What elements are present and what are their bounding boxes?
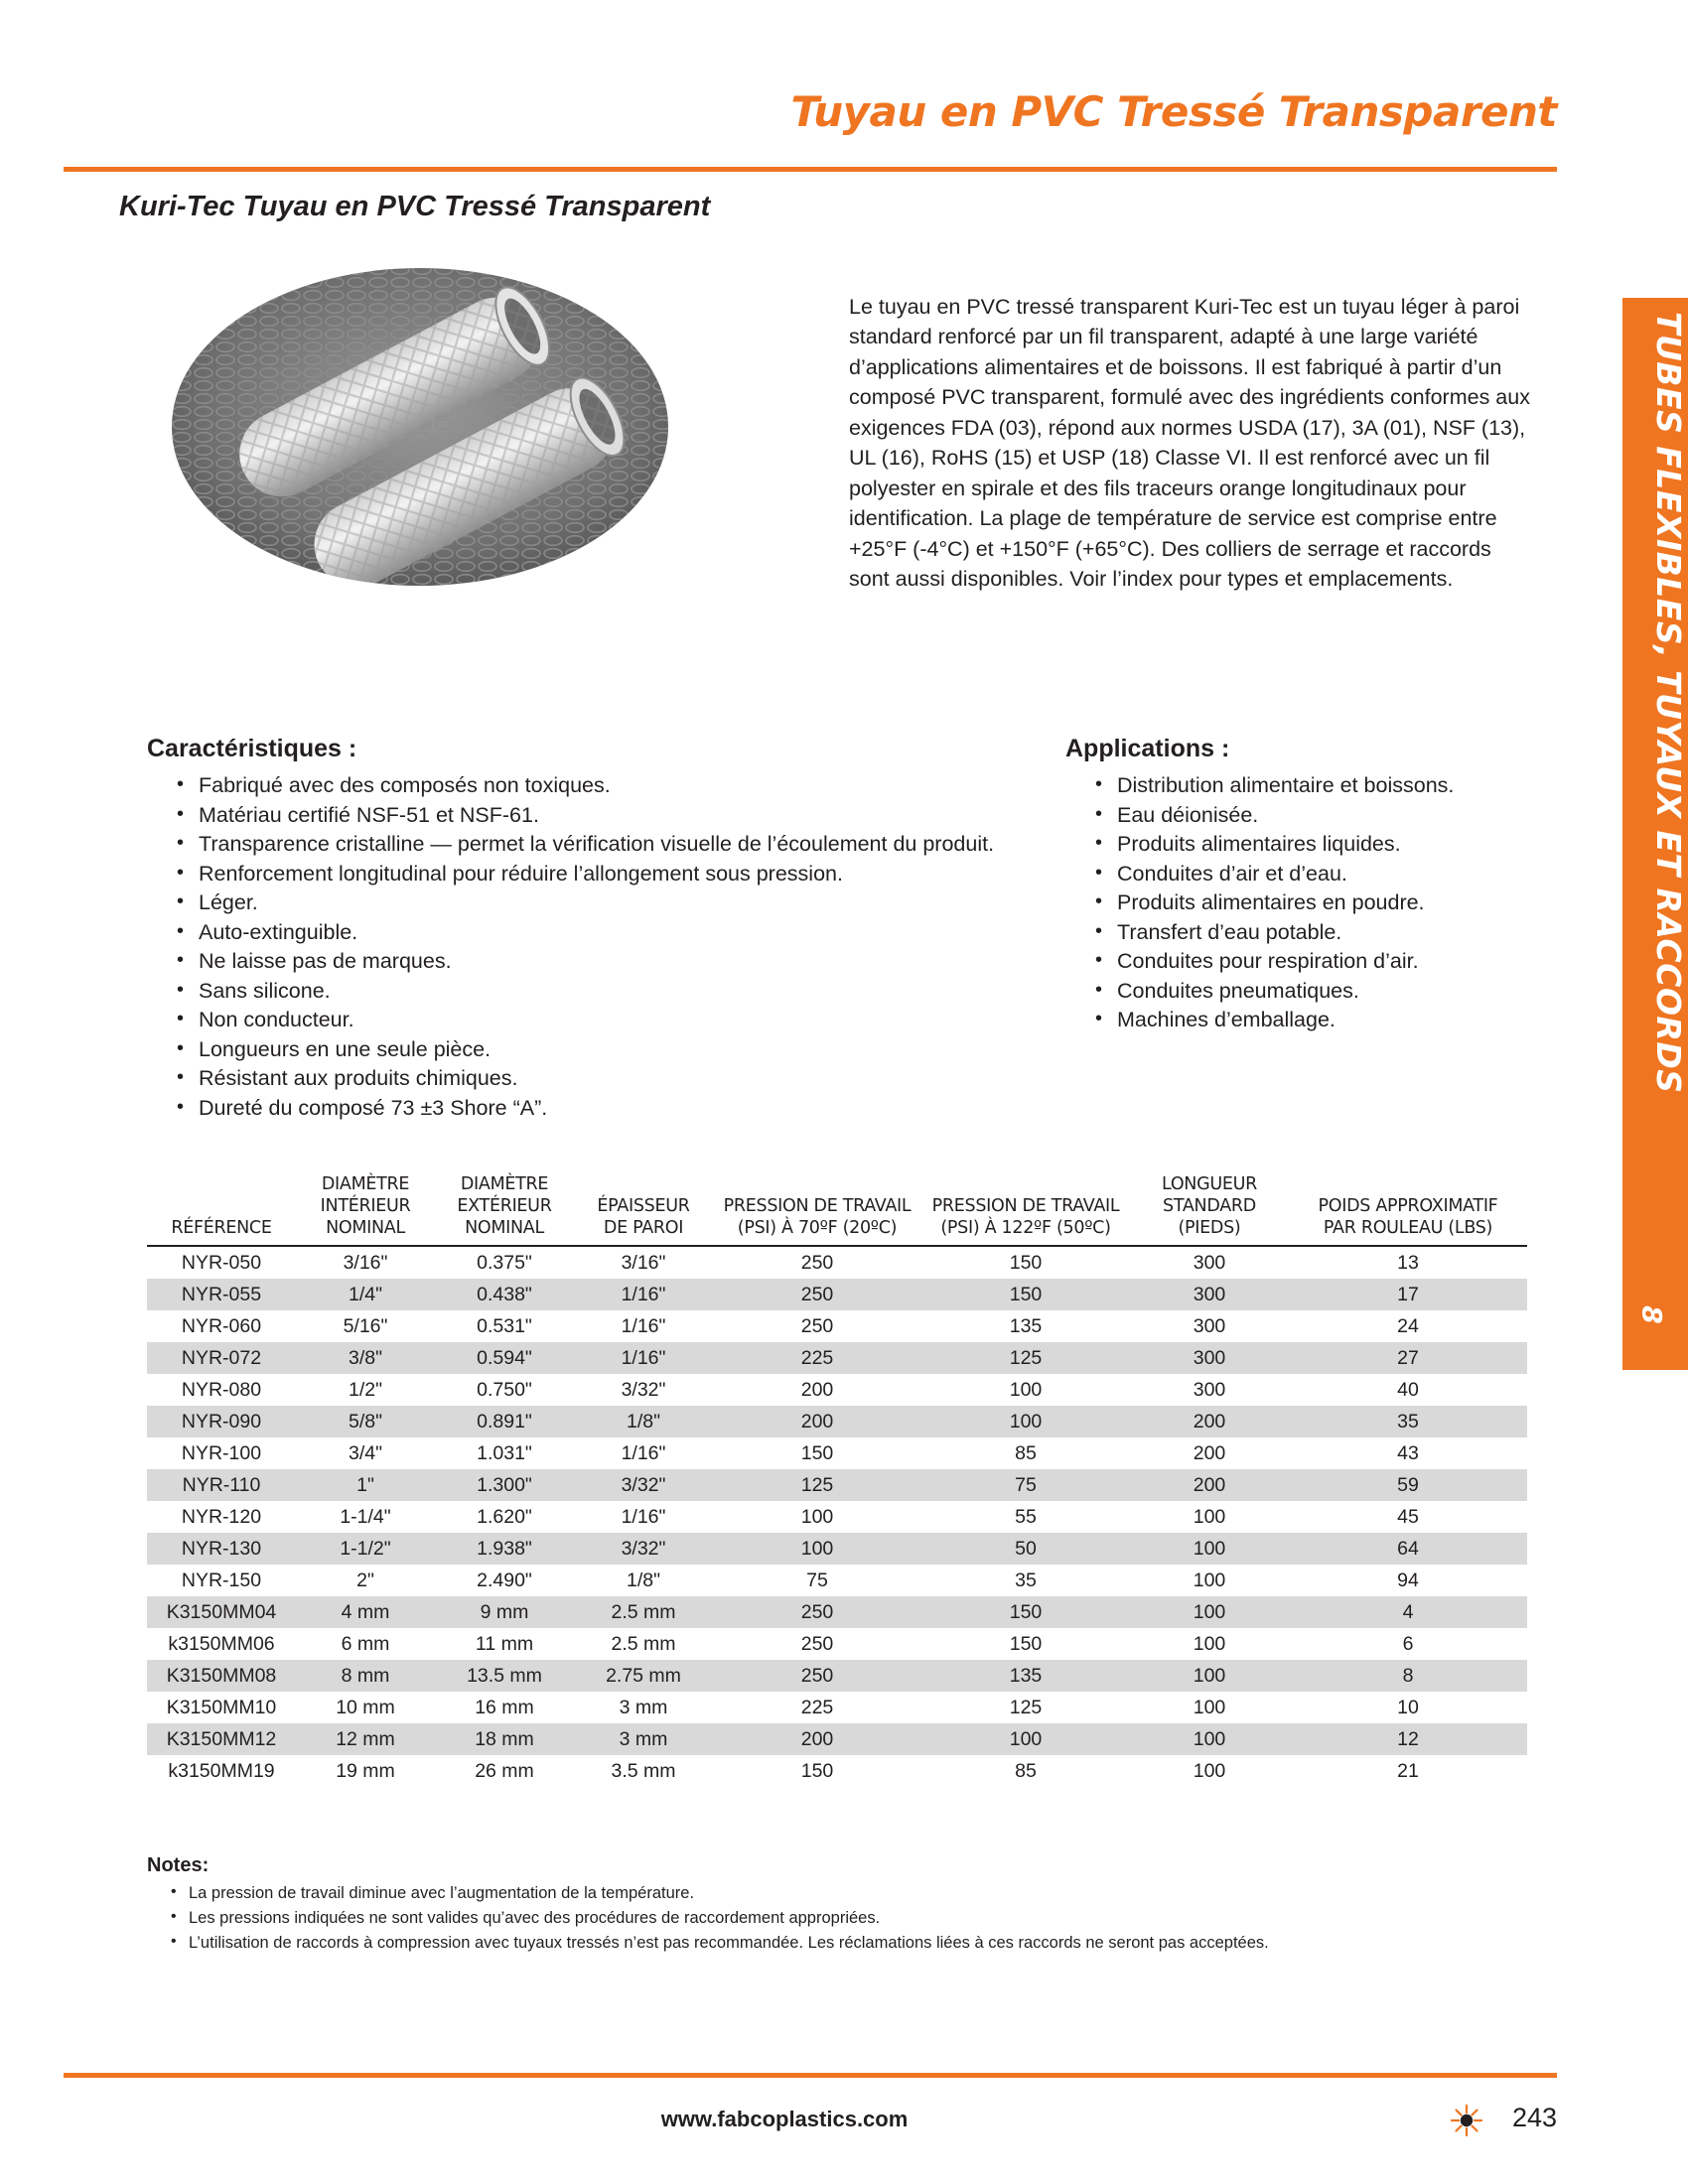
cell-wall: 1/8" <box>626 1569 661 1591</box>
cell-p122: 85 <box>1015 1759 1037 1782</box>
column-header-reference: RÉFÉRENCE <box>147 1173 296 1246</box>
cell-p70: 225 <box>800 1346 834 1369</box>
cell-id: 4 mm <box>341 1600 390 1623</box>
cell-od: 0.594" <box>477 1346 532 1369</box>
cell-p70: 125 <box>800 1473 834 1496</box>
cell-od: 1.300" <box>477 1473 532 1496</box>
footer-divider <box>64 2073 1557 2078</box>
cell-p122: 150 <box>1009 1283 1043 1305</box>
cell-length: 200 <box>1193 1441 1226 1464</box>
table-row <box>147 1374 1527 1406</box>
cell-wall: 1/16" <box>621 1346 666 1369</box>
table-header-row <box>147 1173 1527 1246</box>
applications-heading: Applications : <box>1065 735 1230 762</box>
cell-p122: 135 <box>1009 1664 1043 1687</box>
cell-wall: 3.5 mm <box>611 1759 676 1782</box>
list-item: • Longueurs en une seule pièce. <box>177 1035 1021 1065</box>
cell-p70: 250 <box>800 1632 834 1655</box>
cell-p70: 250 <box>800 1664 834 1687</box>
notes-heading: Notes: <box>147 1854 210 1876</box>
cell-od: 16 mm <box>475 1696 534 1718</box>
cell-weight: 13 <box>1397 1251 1419 1274</box>
cell-p70: 200 <box>800 1727 834 1750</box>
list-item: • Renforcement longitudinal pour réduire l’allongement sous pression. <box>177 860 1021 889</box>
cell-wall: 2.75 mm <box>606 1664 681 1687</box>
cell-wall: 1/16" <box>621 1314 666 1337</box>
table-body <box>147 1246 1527 1787</box>
column-header-working-pressure-70f: PRESSION DE TRAVAIL (PSI) À 70ºF (20ºC) <box>713 1173 921 1246</box>
cell-length: 100 <box>1193 1727 1226 1750</box>
cell-length: 300 <box>1193 1283 1226 1305</box>
cell-reference: NYR-060 <box>181 1314 262 1337</box>
cell-od: 0.438" <box>477 1283 532 1305</box>
cell-id: 1/2" <box>348 1378 383 1401</box>
cell-reference: NYR-120 <box>181 1505 262 1528</box>
list-item: • Non conducteur. <box>177 1006 1021 1035</box>
cell-p122: 100 <box>1009 1727 1043 1750</box>
column-header-standard-length: LONGUEUR STANDARD (PIEDS) <box>1130 1173 1289 1246</box>
cell-id: 5/8" <box>348 1410 383 1433</box>
cell-od: 1.620" <box>477 1505 532 1528</box>
list-item: • Résistant aux produits chimiques. <box>177 1064 1021 1094</box>
header-divider <box>64 167 1557 172</box>
cell-reference: K3150MM10 <box>166 1696 277 1718</box>
product-description: Le tuyau en PVC tressé transparent Kuri-Tec est un tuyau léger à paroi standard renforcé par un fil transparent, adapté à une large variété d’applications alimentaires et de boissons. Il est fabriqué à partir d’un composé PVC transparent, formulé avec des ingrédients conformes aux exigences FDA (03), répond aux normes USDA (17), 3A (01), NSF (13), UL (16), RoHS (15) et USP (18) Classe VI. Il est renforcé avec un fil polyester en spirale et des fils traceurs orange longitudinaux pour identification. La plage de température de service est comprise entre +25°F (-4°C) et +150°F (+65°C). Des colliers de serrage et raccords sont aussi disponibles. Voir l’index pour types et emplacements. <box>849 294 1530 591</box>
cell-id: 1/4" <box>348 1283 383 1305</box>
cell-length: 300 <box>1193 1346 1226 1369</box>
cell-id: 12 mm <box>336 1727 395 1750</box>
cell-p70: 250 <box>800 1251 834 1274</box>
cell-p122: 150 <box>1009 1600 1043 1623</box>
cell-p122: 125 <box>1009 1346 1043 1369</box>
table-row <box>147 1310 1527 1342</box>
page-header-title: Tuyau en PVC Tressé Transparent <box>790 87 1557 136</box>
product-subtitle: Kuri-Tec Tuyau en PVC Tressé Transparent <box>119 191 711 222</box>
cell-length: 200 <box>1193 1410 1226 1433</box>
cell-od: 0.750" <box>477 1378 532 1401</box>
product-photo <box>127 263 713 591</box>
cell-id: 19 mm <box>336 1759 395 1782</box>
cell-p122: 150 <box>1009 1632 1043 1655</box>
features-list <box>147 771 1021 1123</box>
list-item: • Auto-extinguible. <box>177 918 1021 948</box>
cell-p70: 200 <box>800 1410 834 1433</box>
cell-id: 6 mm <box>341 1632 390 1655</box>
list-item: • Les pressions indiquées ne sont valides qu’avec des procédures de raccordement appropriées. <box>171 1906 1537 1931</box>
cell-length: 100 <box>1193 1505 1226 1528</box>
list-item: • Léger. <box>177 888 1021 918</box>
cell-od: 1.938" <box>477 1537 532 1560</box>
cell-wall: 2.5 mm <box>611 1600 676 1623</box>
cell-p70: 100 <box>800 1537 834 1560</box>
page-number: 243 <box>1511 2103 1557 2132</box>
cell-weight: 10 <box>1397 1696 1419 1718</box>
cell-wall: 1/16" <box>621 1441 666 1464</box>
cell-reference: NYR-055 <box>181 1283 262 1305</box>
cell-reference: NYR-130 <box>181 1537 262 1560</box>
cell-p70: 150 <box>800 1759 834 1782</box>
table-row <box>147 1692 1527 1723</box>
features-heading: Caractéristiques : <box>147 735 357 762</box>
cell-id: 1-1/2" <box>340 1537 391 1560</box>
cell-reference: K3150MM08 <box>166 1664 277 1687</box>
applications-section <box>1065 735 1562 1035</box>
cell-p122: 135 <box>1009 1314 1043 1337</box>
cell-reference: k3150MM19 <box>168 1759 275 1782</box>
cell-weight: 24 <box>1397 1314 1419 1337</box>
table-row <box>147 1660 1527 1692</box>
cell-id: 10 mm <box>336 1696 395 1718</box>
column-header-approx-weight: POIDS APPROXIMATIF PAR ROULEAU (LBS) <box>1289 1173 1527 1246</box>
cell-reference: NYR-110 <box>182 1473 261 1496</box>
cell-weight: 94 <box>1397 1569 1419 1591</box>
cell-od: 18 mm <box>475 1727 534 1750</box>
cell-length: 100 <box>1193 1632 1226 1655</box>
list-item: • Dureté du composé 73 ±3 Shore “A”. <box>177 1094 1021 1124</box>
table-row <box>147 1437 1527 1469</box>
cell-wall: 1/8" <box>626 1410 661 1433</box>
cell-wall: 1/16" <box>621 1505 666 1528</box>
cell-id: 8 mm <box>341 1664 390 1687</box>
cell-id: 3/4" <box>348 1441 383 1464</box>
features-section <box>147 735 1021 1123</box>
cell-weight: 17 <box>1397 1283 1419 1305</box>
cell-reference: k3150MM06 <box>168 1632 275 1655</box>
cell-od: 0.375" <box>477 1251 532 1274</box>
cell-length: 100 <box>1193 1600 1226 1623</box>
cell-weight: 6 <box>1402 1632 1414 1655</box>
cell-weight: 40 <box>1397 1378 1419 1401</box>
list-item: • Conduites pneumatiques. <box>1095 977 1562 1007</box>
cell-reference: NYR-150 <box>181 1569 262 1591</box>
cell-p122: 75 <box>1015 1473 1037 1496</box>
column-header-working-pressure-122f: PRESSION DE TRAVAIL (PSI) À 122ºF (50ºC) <box>921 1173 1130 1246</box>
cell-weight: 45 <box>1397 1505 1419 1528</box>
list-item: • Ne laisse pas de marques. <box>177 947 1021 977</box>
section-number: 8 <box>1635 1304 1667 1324</box>
cell-p122: 50 <box>1015 1537 1037 1560</box>
cell-p70: 100 <box>800 1505 834 1528</box>
notes-list <box>147 1881 1537 1956</box>
cell-reference: NYR-050 <box>181 1251 262 1274</box>
cell-p70: 200 <box>800 1378 834 1401</box>
cell-weight: 35 <box>1397 1410 1419 1433</box>
cell-od: 0.891" <box>477 1410 532 1433</box>
cell-od: 11 mm <box>475 1632 534 1655</box>
cell-wall: 2.5 mm <box>611 1632 676 1655</box>
cell-p122: 150 <box>1009 1251 1043 1274</box>
column-header-wall-thickness: ÉPAISSEUR DE PAROI <box>574 1173 713 1246</box>
column-header-inner-diameter: DIAMÈTRE INTÉRIEUR NOMINAL <box>296 1173 435 1246</box>
cell-wall: 3 mm <box>619 1696 668 1718</box>
cell-reference: NYR-080 <box>181 1378 262 1401</box>
list-item: • Matériau certifié NSF-51 et NSF-61. <box>177 801 1021 831</box>
table-row <box>147 1246 1527 1279</box>
cell-length: 100 <box>1193 1759 1226 1782</box>
cell-p70: 75 <box>806 1569 828 1591</box>
list-item: • Distribution alimentaire et boissons. <box>1095 771 1562 801</box>
cell-id: 3/8" <box>348 1346 383 1369</box>
table-row <box>147 1565 1527 1596</box>
cell-id: 1-1/4" <box>340 1505 391 1528</box>
list-item: • Transparence cristalline — permet la vérification visuelle de l’écoulement du produit. <box>177 830 1021 860</box>
cell-id: 5/16" <box>343 1314 388 1337</box>
cell-length: 100 <box>1193 1664 1226 1687</box>
cell-length: 100 <box>1193 1537 1226 1560</box>
table-row <box>147 1501 1527 1533</box>
cell-weight: 27 <box>1397 1346 1419 1369</box>
table-row <box>147 1533 1527 1565</box>
cell-od: 13.5 mm <box>467 1664 542 1687</box>
list-item: • Produits alimentaires en poudre. <box>1095 888 1562 918</box>
cell-wall: 3/32" <box>621 1537 666 1560</box>
cell-weight: 59 <box>1397 1473 1419 1496</box>
cell-length: 100 <box>1193 1569 1226 1591</box>
cell-p122: 100 <box>1009 1378 1043 1401</box>
list-item: • Conduites d’air et d’eau. <box>1095 860 1562 889</box>
cell-id: 2" <box>356 1569 374 1591</box>
cell-wall: 3 mm <box>619 1727 668 1750</box>
cell-od: 26 mm <box>475 1759 534 1782</box>
cell-wall: 3/32" <box>621 1378 666 1401</box>
column-header-outer-diameter: DIAMÈTRE EXTÉRIEUR NOMINAL <box>435 1173 574 1246</box>
table-row <box>147 1723 1527 1755</box>
cell-reference: NYR-100 <box>181 1441 262 1464</box>
cell-p70: 250 <box>800 1314 834 1337</box>
table-row <box>147 1406 1527 1437</box>
cell-id: 1" <box>356 1473 374 1496</box>
table-row <box>147 1469 1527 1501</box>
cell-p122: 100 <box>1009 1410 1043 1433</box>
cell-p122: 125 <box>1009 1696 1043 1718</box>
table-row <box>147 1279 1527 1310</box>
footer-website-url[interactable]: www.fabcoplastics.com <box>660 2107 909 2131</box>
specifications-table-wrapper <box>147 1173 1527 1787</box>
cell-id: 3/16" <box>343 1251 388 1274</box>
table-row <box>147 1596 1527 1628</box>
table-row <box>147 1755 1527 1787</box>
notes-section <box>147 1854 1537 1956</box>
cell-p70: 250 <box>800 1600 834 1623</box>
cell-length: 300 <box>1193 1314 1226 1337</box>
cell-length: 100 <box>1193 1696 1226 1718</box>
list-item: • La pression de travail diminue avec l’augmentation de la température. <box>171 1881 1537 1906</box>
cell-p122: 85 <box>1015 1441 1037 1464</box>
list-item: • Machines d’emballage. <box>1095 1006 1562 1035</box>
cell-od: 2.490" <box>477 1569 532 1591</box>
list-item: • Produits alimentaires liquides. <box>1095 830 1562 860</box>
cell-p122: 35 <box>1015 1569 1037 1591</box>
table-row <box>147 1628 1527 1660</box>
list-item: • Fabriqué avec des composés non toxiques. <box>177 771 1021 801</box>
cell-weight: 12 <box>1397 1727 1419 1750</box>
list-item: • Sans silicone. <box>177 977 1021 1007</box>
cell-weight: 43 <box>1397 1441 1419 1464</box>
cell-wall: 3/16" <box>621 1251 666 1274</box>
cell-wall: 1/16" <box>621 1283 666 1305</box>
cell-p70: 150 <box>800 1441 834 1464</box>
section-number-badge <box>1622 1286 1680 1343</box>
cell-p70: 250 <box>800 1283 834 1305</box>
cell-p70: 225 <box>800 1696 834 1718</box>
cell-weight: 8 <box>1402 1664 1414 1687</box>
list-item: • Transfert d’eau potable. <box>1095 918 1562 948</box>
table-row <box>147 1342 1527 1374</box>
specifications-table <box>147 1173 1527 1787</box>
cell-weight: 64 <box>1397 1537 1419 1560</box>
cell-length: 300 <box>1193 1251 1226 1274</box>
cell-reference: NYR-072 <box>181 1346 262 1369</box>
company-logo-icon <box>1449 2103 1484 2138</box>
cell-od: 1.031" <box>477 1441 532 1464</box>
cell-weight: 4 <box>1402 1600 1414 1623</box>
list-item: • L’utilisation de raccords à compression avec tuyaux tressés n’est pas recommandée. Les réclamations liées à ces raccords ne seront pas acceptées. <box>171 1931 1537 1956</box>
list-item: • Conduites pour respiration d’air. <box>1095 947 1562 977</box>
cell-p122: 55 <box>1015 1505 1037 1528</box>
section-tab-label: TUBES FLEXIBLES, TUYAUX ET RACCORDS <box>1649 312 1688 1094</box>
cell-wall: 3/32" <box>621 1473 666 1496</box>
cell-length: 200 <box>1193 1473 1226 1496</box>
cell-length: 300 <box>1193 1378 1226 1401</box>
cell-reference: K3150MM12 <box>166 1727 277 1750</box>
cell-od: 9 mm <box>480 1600 529 1623</box>
cell-reference: NYR-090 <box>181 1410 262 1433</box>
cell-od: 0.531" <box>477 1314 532 1337</box>
cell-weight: 21 <box>1397 1759 1419 1782</box>
list-item: • Eau déionisée. <box>1095 801 1562 831</box>
applications-list <box>1065 771 1562 1035</box>
cell-reference: K3150MM04 <box>166 1600 277 1623</box>
